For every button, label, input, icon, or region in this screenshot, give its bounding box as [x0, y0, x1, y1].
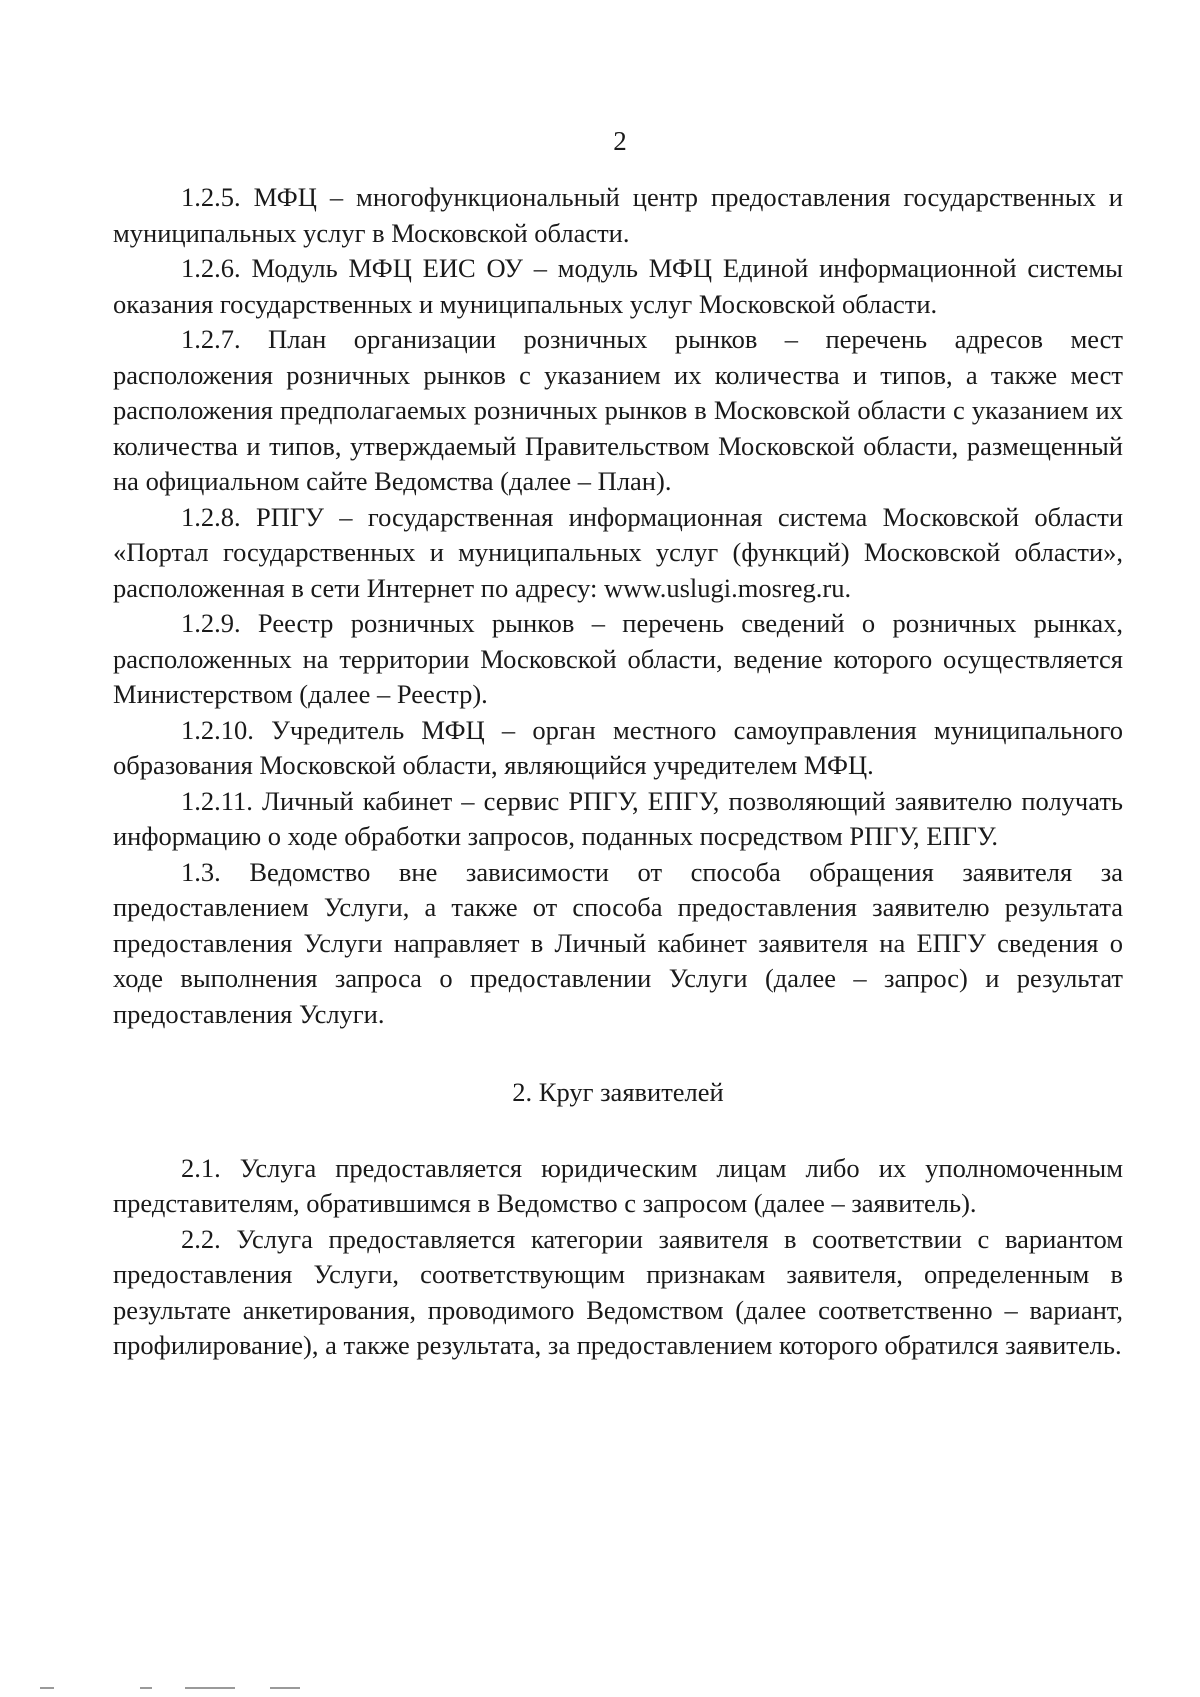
paragraph-2-2: 2.2. Услуга предоставляется категории заявителя в соответствии с вариантом предоставления Услуги, соответствующим признакам заявителя, определенным в результате анкетирования, проводимого Ведомством (далее соответственно – вариант, профилирование), а также результата, за предоставлением которого обратился заявитель.: [113, 1223, 1123, 1360]
paragraph-1-2-9: 1.2.9. Реестр розничных рынков – перечень сведений о розничных рынках, расположенных на территории Московской области, ведение которого осуществляется Министерством (далее – Реестр).: [113, 608, 1123, 709]
document-body: [113, 180, 1123, 1364]
scan-mark: [270, 1687, 300, 1689]
paragraph-1-3: 1.3. Ведомство вне зависимости от способа обращения заявителя за предоставлением Услуги, а также от способа предоставления заявителю результата предоставления Услуги направляет в Личный кабинет заявителя на ЕПГУ сведения о ходе выполнения запроса о предоставлении Услуги (далее – запрос) и результат предоставления Услуги.: [113, 856, 1123, 1029]
paragraph-1-2-5: 1.2.5. МФЦ – многофункциональный центр предоставления государственных и муниципальных услуг в Московской области.: [113, 182, 1123, 248]
paragraph-1-2-8: 1.2.8. РПГУ – государственная информационная система Московской области «Портал государственных и муниципальных услуг (функций) Московской области», расположенная в сети Интернет по адресу: www.uslugi.mosreg.ru.: [113, 501, 1123, 603]
section-heading: 2. Круг заявителей: [512, 1077, 724, 1107]
scan-mark: [40, 1687, 54, 1689]
scan-artifact-marks: [0, 1683, 1200, 1689]
paragraph-1-2-6: 1.2.6. Модуль МФЦ ЕИС ОУ – модуль МФЦ Единой информационной системы оказания государственных и муниципальных услуг Московской области.: [113, 253, 1123, 319]
scan-mark: [140, 1687, 152, 1689]
paragraph-1-2-10: 1.2.10. Учредитель МФЦ – орган местного самоуправления муниципального образования Московской области, являющийся учредителем МФЦ.: [113, 714, 1123, 780]
page-number: 2: [613, 126, 627, 156]
paragraph-2-1: 2.1. Услуга предоставляется юридическим лицам либо их уполномоченным представителям, обратившимся в Ведомство с запросом (далее – заявитель).: [113, 1152, 1123, 1218]
paragraph-1-2-7: 1.2.7. План организации розничных рынков – перечень адресов мест расположения розничных рынков с указанием их количества и типов, а также мест расположения предполагаемых розничных рынков в Московской области с указанием их количества и типов, утверждаемый Правительством Московской области, размещенный на официальном сайте Ведомства (далее – План).: [113, 324, 1123, 496]
scan-mark: [185, 1687, 235, 1689]
paragraph-1-2-11: 1.2.11. Личный кабинет – сервис РПГУ, ЕПГУ, позволяющий заявителю получать информацию о ходе обработки запросов, поданных посредством РПГУ, ЕПГУ.: [113, 785, 1123, 851]
